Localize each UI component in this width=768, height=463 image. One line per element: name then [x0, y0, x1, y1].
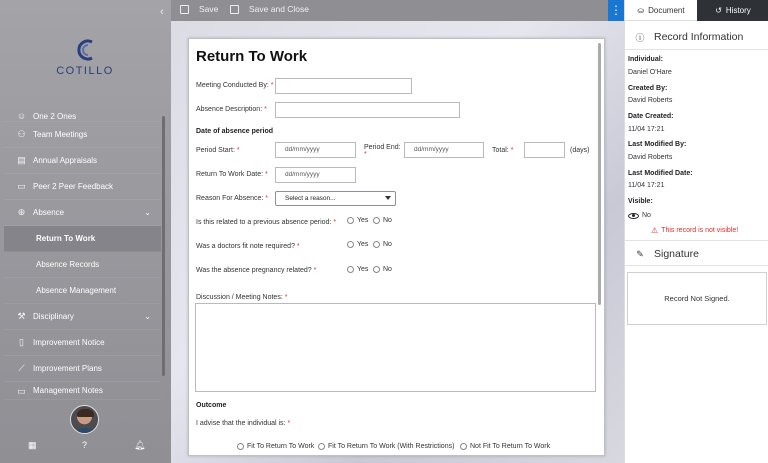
- visible-label: Visible:: [628, 198, 653, 205]
- total-days-input[interactable]: [524, 142, 565, 158]
- tab-document[interactable]: [625, 0, 697, 21]
- logo: [52, 36, 118, 77]
- label-text: Period End:: [364, 144, 401, 151]
- reason-select-value: Select a reason...: [285, 195, 336, 202]
- required-mark: *: [313, 267, 317, 274]
- not-fit-radio[interactable]: [460, 443, 550, 450]
- radio-label: Yes: [357, 241, 369, 248]
- label-text: Return To Work Date:: [196, 171, 264, 178]
- sidebar-item-management-notes[interactable]: [4, 382, 161, 400]
- sidebar-item-improvement-notice[interactable]: [4, 330, 161, 356]
- pregnancy-no-radio[interactable]: [373, 266, 392, 273]
- reason-select[interactable]: [275, 191, 396, 206]
- fit-with-restrictions-radio[interactable]: [318, 443, 454, 450]
- radio-label: No: [383, 241, 392, 248]
- meeting-conducted-input[interactable]: [275, 78, 412, 94]
- radio-label: Yes: [357, 266, 369, 273]
- sidebar-item-peer-feedback[interactable]: [4, 174, 161, 200]
- last-modified-date-value: 11/04 17:21: [628, 182, 665, 189]
- pregnancy-yes-radio[interactable]: [347, 266, 368, 273]
- save-button[interactable]: [180, 4, 218, 14]
- sidebar-item-label: Return To Work: [36, 234, 96, 243]
- sidebar-item-label: Improvement Plans: [33, 364, 102, 373]
- previous-absence-no-radio[interactable]: [373, 217, 392, 224]
- form-title: Return To Work: [196, 48, 308, 65]
- divider: [625, 49, 768, 50]
- radio-circle: [373, 217, 380, 224]
- chevron-down-icon: ⌄: [144, 208, 151, 217]
- required-mark: *: [510, 147, 514, 154]
- required-mark: *: [265, 195, 269, 202]
- visible-value: No: [642, 212, 651, 219]
- caret-down-icon: [385, 196, 391, 200]
- last-modified-by-label: Last Modified By:: [628, 141, 687, 148]
- fit-note-question: [196, 243, 300, 250]
- reason-label: [196, 195, 268, 202]
- label-text: Was the absence pregnancy related?: [196, 267, 312, 274]
- individual-label: Individual:: [628, 56, 663, 63]
- eye-icon: [628, 213, 639, 219]
- cotillo-logo-icon: [72, 36, 98, 64]
- label-text: Discussion / Meeting Notes:: [196, 294, 283, 301]
- label-text: Period Start:: [196, 147, 235, 154]
- radio-label: Not Fit To Return To Work: [470, 443, 551, 450]
- radio-circle: [318, 443, 325, 450]
- period-start-input[interactable]: dd/mm/yyyy: [275, 142, 356, 158]
- warning-icon: ⚠: [651, 226, 659, 235]
- brand-name: COTILLO: [56, 65, 114, 77]
- sidebar-item-team-meetings[interactable]: [4, 122, 161, 148]
- chart-icon: ⟋: [18, 363, 25, 373]
- period-end-label: [364, 144, 401, 158]
- feedback-icon: ▭: [17, 181, 26, 191]
- record-panel: [624, 0, 768, 463]
- sidebar-scrollbar[interactable]: [162, 116, 165, 376]
- visibility-status: [628, 212, 651, 219]
- sidebar-nav: [4, 106, 161, 400]
- warning-text: This record is not visible!: [661, 227, 739, 234]
- save-close-icon: [230, 5, 239, 14]
- help-icon[interactable]: ?: [82, 440, 88, 450]
- required-mark: *: [287, 420, 291, 427]
- required-mark: *: [333, 219, 337, 226]
- sidebar-item-label: One 2 Ones: [33, 112, 77, 121]
- required-mark: *: [284, 294, 288, 301]
- notes-icon: ▭: [17, 386, 26, 396]
- date-created-label: Date Created:: [628, 113, 674, 120]
- sidebar-item-absence[interactable]: [4, 200, 161, 226]
- tab-label: Document: [648, 5, 685, 15]
- sidebar-item-label: Annual Appraisals: [33, 156, 98, 165]
- total-label: [492, 147, 513, 154]
- avatar[interactable]: [70, 405, 99, 434]
- absence-icon: ⊕: [17, 207, 26, 217]
- required-mark: *: [364, 151, 367, 158]
- fit-note-yes-radio[interactable]: [347, 241, 368, 248]
- visibility-warning: [651, 226, 738, 235]
- history-icon: ↺: [715, 6, 722, 15]
- required-mark: *: [264, 106, 267, 113]
- sidebar-item-label: Disciplinary: [33, 312, 74, 321]
- meeting-notes-textarea[interactable]: [195, 303, 596, 392]
- signature-status: Record Not Signed.: [664, 294, 730, 303]
- notice-icon: ▯: [19, 337, 24, 347]
- document-icon: ⛀: [637, 5, 645, 15]
- sidebar-item-label: Absence Management: [36, 286, 117, 295]
- appraisal-icon: ▤: [17, 155, 26, 165]
- signature-box: [627, 272, 767, 325]
- label-text: Absence Description:: [196, 106, 263, 113]
- toolbar: [171, 0, 608, 21]
- divider: [625, 265, 768, 266]
- return-to-work-form: [188, 38, 605, 456]
- more-options-button[interactable]: ⋮: [608, 0, 624, 21]
- label-text: I advise that the individual is:: [196, 420, 286, 427]
- meeting-conducted-label: [196, 82, 273, 89]
- date-created-value: 11/04 17:21: [628, 126, 665, 133]
- absence-description-label: [196, 106, 267, 113]
- radio-circle: [237, 443, 244, 450]
- sidebar-item-improvement-plans[interactable]: [4, 356, 161, 382]
- save-and-close-button[interactable]: [230, 4, 309, 14]
- signature-icon: ✎: [636, 248, 644, 259]
- last-modified-by-value: David Roberts: [628, 154, 673, 161]
- radio-circle: [347, 217, 354, 224]
- save-close-label: Save and Close: [249, 4, 310, 14]
- notes-label: [196, 294, 287, 301]
- save-label: Save: [199, 4, 219, 14]
- radio-label: Fit To Return To Work (With Restrictions): [328, 443, 455, 450]
- created-by-value: David Roberts: [628, 97, 673, 104]
- radio-circle: [347, 266, 354, 273]
- record-information-heading: [625, 30, 768, 44]
- last-modified-date-label: Last Modified Date:: [628, 170, 693, 177]
- previous-absence-question: [196, 219, 336, 226]
- return-date-label: [196, 171, 268, 178]
- panel-tabs: [625, 0, 768, 21]
- sidebar-item-disciplinary[interactable]: [4, 304, 161, 330]
- label-text: Total:: [492, 147, 509, 154]
- absence-description-input[interactable]: [275, 102, 460, 118]
- individual-value: Daniel O'Hare: [628, 69, 672, 76]
- days-unit-label: (days): [570, 147, 590, 154]
- sidebar: [0, 0, 171, 463]
- period-end-input[interactable]: dd/mm/yyyy: [404, 142, 484, 158]
- advise-label: [196, 420, 290, 427]
- radio-circle: [373, 241, 380, 248]
- sidebar-item-label: Peer 2 Peer Feedback: [33, 182, 114, 191]
- sidebar-footer: [0, 440, 171, 454]
- sidebar-item-label: Improvement Notice: [33, 338, 105, 347]
- save-icon: [180, 5, 189, 14]
- radio-label: Fit To Return To Work: [247, 443, 315, 450]
- form-scrollbar[interactable]: [598, 43, 601, 305]
- heading-text: Signature: [654, 248, 699, 260]
- period-start-label: [196, 147, 240, 154]
- sidebar-item-label: Absence: [33, 208, 65, 217]
- required-mark: *: [236, 147, 240, 154]
- divider: [625, 240, 768, 241]
- tab-history[interactable]: [697, 0, 768, 21]
- radio-label: Yes: [357, 217, 369, 224]
- sidebar-item-absence-records[interactable]: [4, 252, 161, 278]
- radio-label: No: [383, 266, 392, 273]
- sidebar-item-absence-management[interactable]: [4, 278, 161, 304]
- team-icon: ⚇: [17, 129, 26, 139]
- chevron-down-icon: ⌄: [144, 312, 151, 321]
- required-mark: *: [270, 82, 274, 89]
- pregnancy-question: [196, 267, 316, 274]
- radio-circle: [347, 241, 354, 248]
- sidebar-item-annual-appraisals[interactable]: [4, 148, 161, 174]
- label-text: Was a doctors fit note required?: [196, 243, 295, 250]
- radio-label: No: [383, 217, 392, 224]
- sidebar-item-label: Absence Records: [36, 260, 100, 269]
- previous-absence-yes-radio[interactable]: [347, 217, 368, 224]
- fit-note-no-radio[interactable]: [373, 241, 392, 248]
- info-icon: ⓘ: [635, 32, 645, 43]
- outcome-heading: Outcome: [196, 402, 227, 409]
- radio-circle: [373, 266, 380, 273]
- gavel-icon: ⚒: [17, 311, 26, 321]
- created-by-label: Created By:: [628, 85, 668, 92]
- sidebar-item-label: Management Notes: [33, 386, 103, 395]
- radio-circle: [460, 443, 467, 450]
- label-text: Meeting Conducted By:: [196, 82, 269, 89]
- heading-text: Record Information: [654, 31, 744, 43]
- required-mark: *: [265, 171, 268, 178]
- tab-label: History: [725, 6, 751, 15]
- label-text: Is this related to a previous absence period:: [196, 219, 332, 226]
- sidebar-item-return-to-work[interactable]: [4, 226, 161, 252]
- one-to-one-icon: ☺: [16, 110, 27, 121]
- signature-heading: [625, 247, 768, 261]
- avatar-hair: [77, 409, 94, 417]
- return-date-input[interactable]: dd/mm/yyyy: [275, 167, 356, 183]
- required-mark: *: [296, 243, 300, 250]
- fit-to-return-radio[interactable]: [237, 443, 314, 450]
- grid-icon[interactable]: ▦: [28, 440, 37, 450]
- avatar-shirt: [73, 428, 98, 434]
- label-text: Reason For Absence:: [196, 195, 264, 202]
- sidebar-item-one-2-ones[interactable]: [4, 106, 161, 122]
- collapse-sidebar-icon[interactable]: ‹: [160, 6, 164, 18]
- sidebar-item-label: Team Meetings: [33, 130, 88, 139]
- bell-icon[interactable]: 🔔︎: [134, 440, 146, 450]
- date-section-heading: Date of absence period: [196, 128, 274, 135]
